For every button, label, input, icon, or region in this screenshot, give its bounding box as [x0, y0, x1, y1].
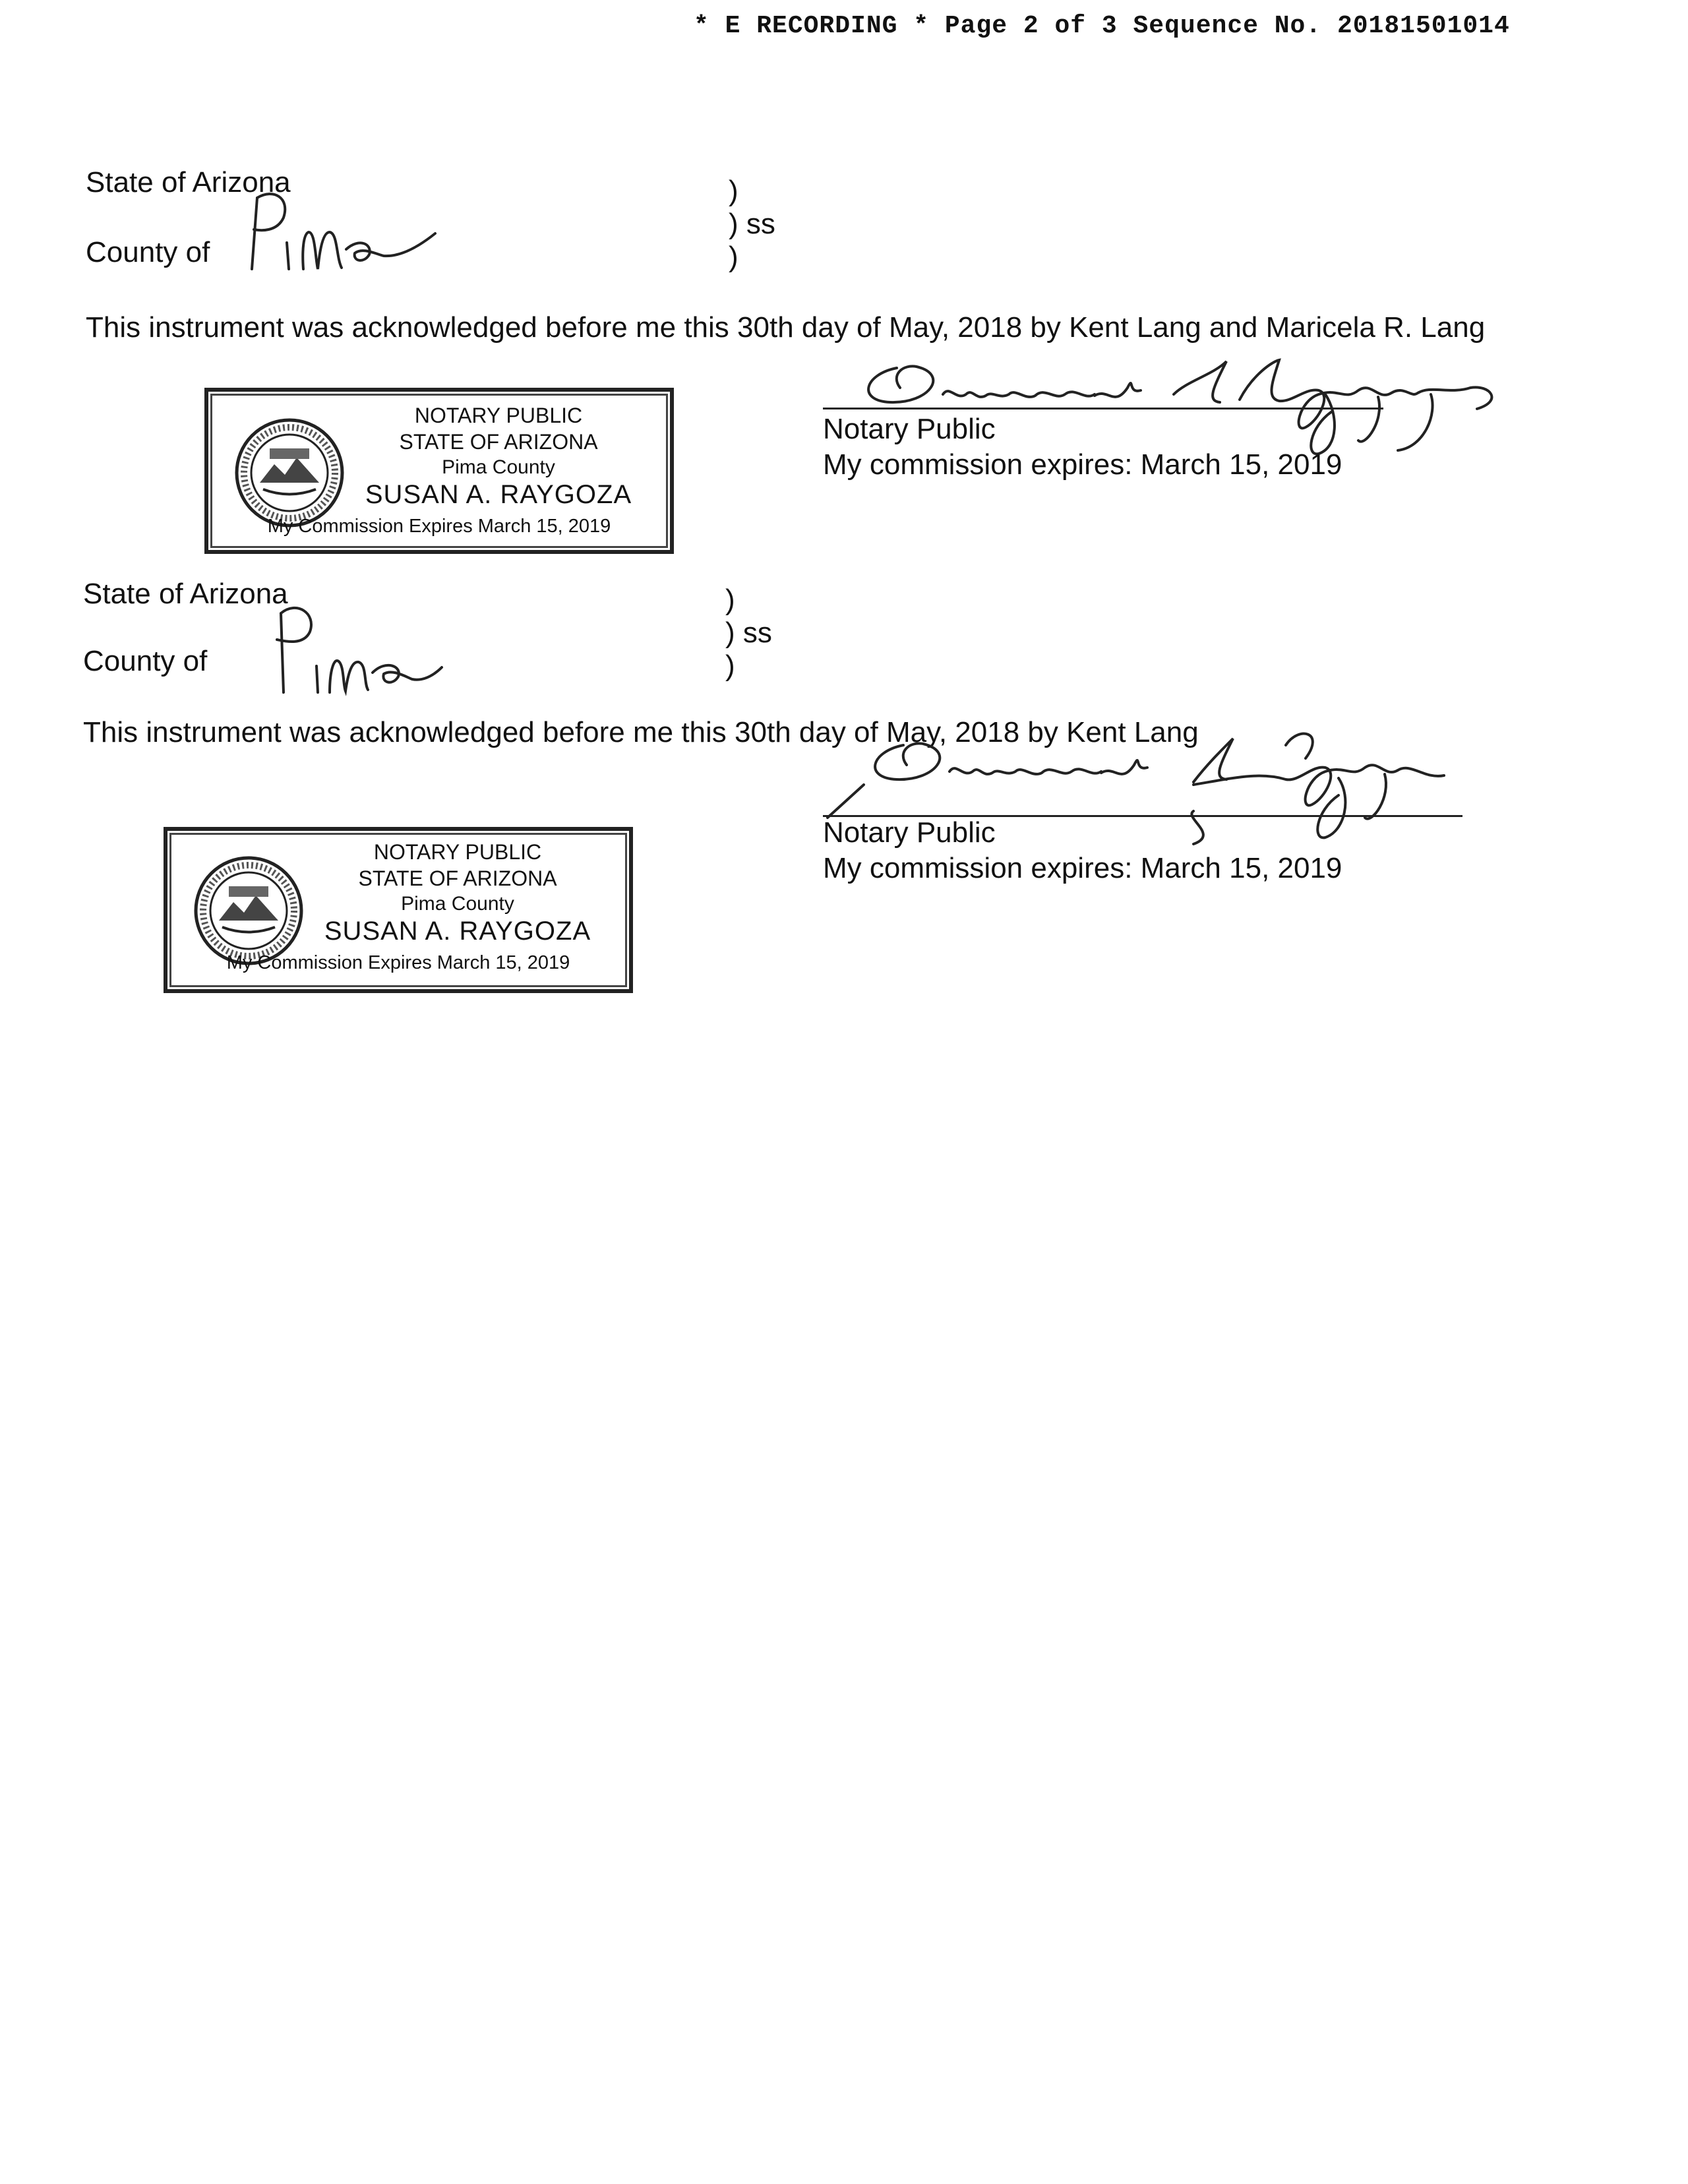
paren-top: ): [725, 584, 735, 616]
paren-top: ): [729, 175, 738, 207]
notary-stamp: [164, 827, 633, 993]
paren-bottom: ): [729, 241, 738, 273]
stamp-commission-expires: My Commission Expires March 15, 2019: [226, 952, 570, 973]
signature-line: [823, 408, 1383, 410]
stamp-commission-expires: My Commission Expires March 15, 2019: [267, 516, 611, 537]
county-label: County of: [86, 236, 210, 268]
commission-expires: My commission expires: March 15, 2019: [823, 448, 1342, 481]
commission-expires: My commission expires: March 15, 2019: [823, 852, 1342, 884]
paren-ss: ) ss: [725, 617, 772, 649]
county-handwritten-pima: [264, 600, 448, 699]
notary-stamp: [204, 388, 674, 554]
recording-header: * E RECORDING * Page 2 of 3 Sequence No. 20181501014: [694, 12, 1510, 40]
state-seal-icon: [193, 855, 305, 967]
stamp-line-county: Pima County: [401, 893, 514, 915]
stamp-line-county: Pima County: [442, 456, 555, 478]
stamp-line-state: STATE OF ARIZONA: [358, 866, 557, 890]
stamp-line-notary-public: NOTARY PUBLIC: [373, 840, 542, 864]
state-label: State of Arizona: [86, 166, 291, 198]
paren-ss: ) ss: [729, 208, 775, 240]
state-seal-icon: [233, 417, 346, 529]
paren-bottom: ): [725, 650, 735, 682]
stamp-line-state: STATE OF ARIZONA: [399, 430, 598, 454]
notary-title: Notary Public: [823, 413, 996, 445]
county-handwritten-pima: [237, 191, 442, 277]
stamp-notary-name: SUSAN A. RAYGOZA: [365, 480, 632, 509]
notary-title: Notary Public: [823, 816, 996, 849]
state-label: State of Arizona: [83, 578, 288, 610]
stamp-line-notary-public: NOTARY PUBLIC: [414, 404, 583, 427]
stamp-notary-name: SUSAN A. RAYGOZA: [324, 917, 591, 946]
acknowledgment-text: This instrument was acknowledged before me this 30th day of May, 2018 by Kent Lang and Maricela R. Lang: [86, 311, 1486, 344]
acknowledgment-text: This instrument was acknowledged before me this 30th day of May, 2018 by Kent Lang: [83, 716, 1199, 748]
county-label: County of: [83, 645, 208, 677]
